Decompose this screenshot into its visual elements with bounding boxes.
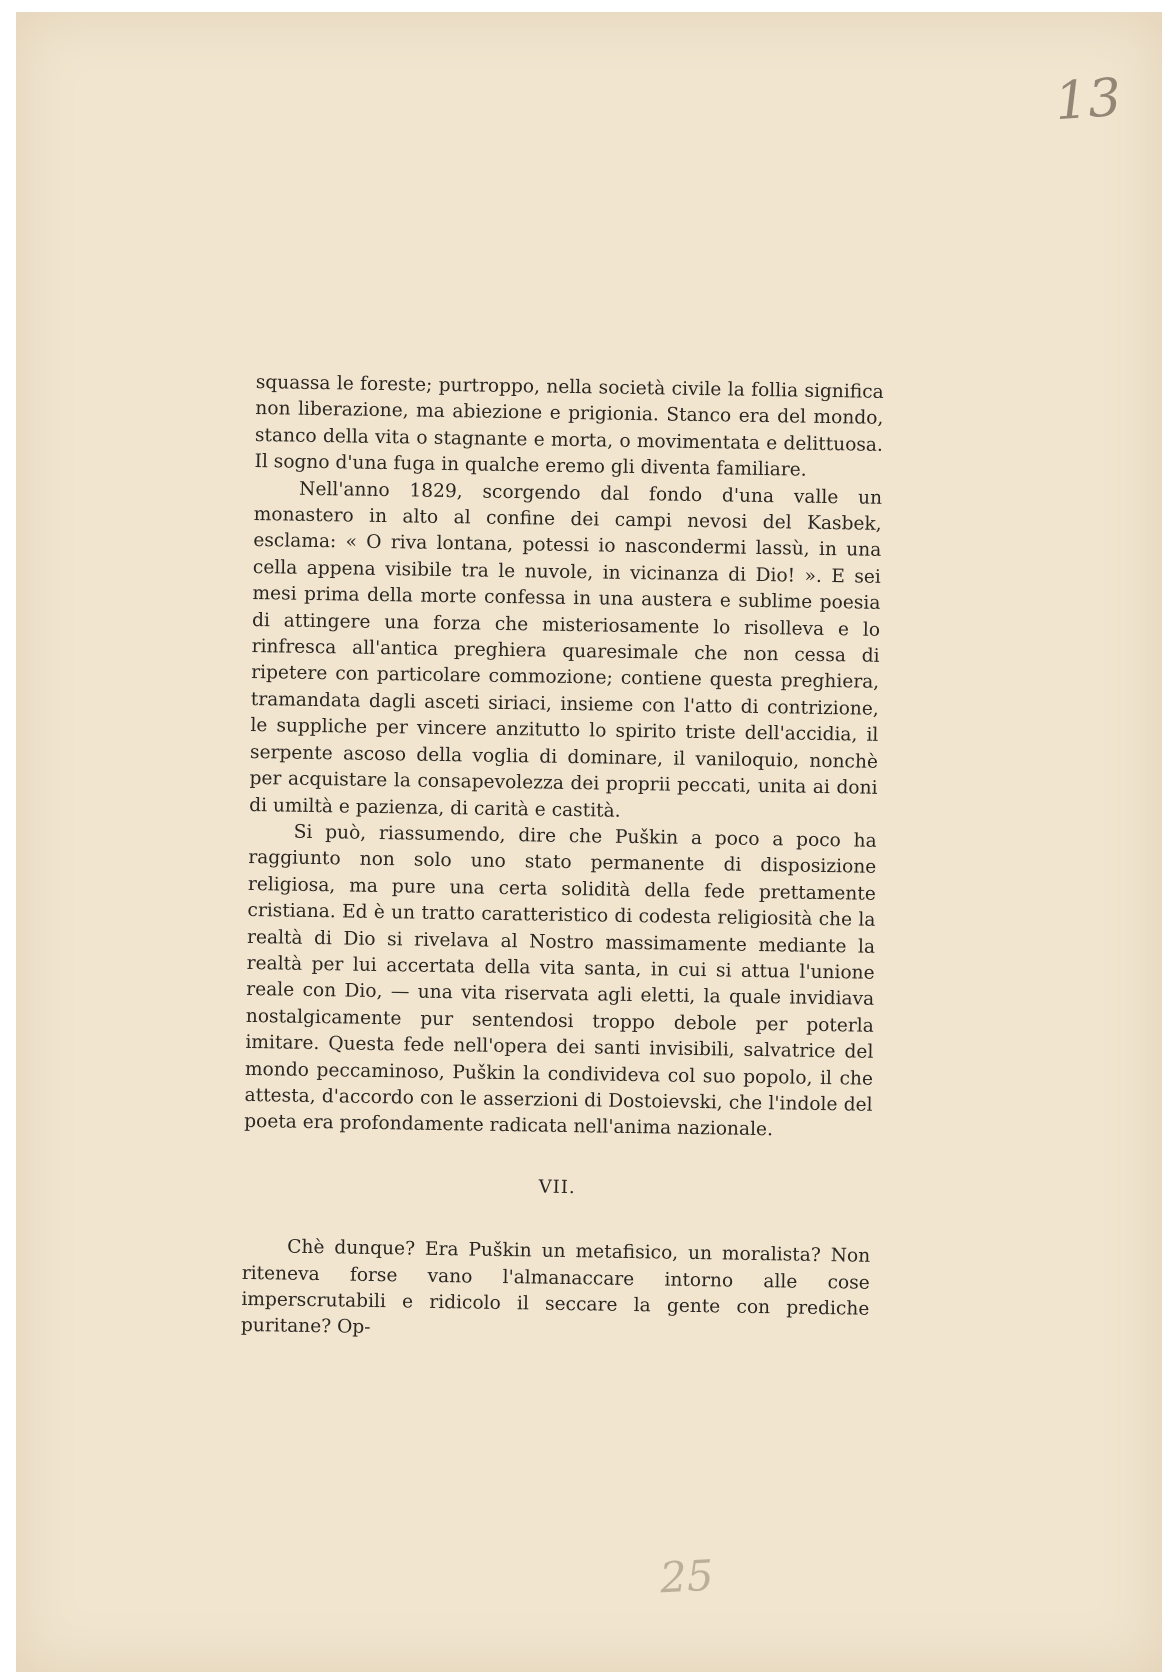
paragraph-4: Chè dunque? Era Puškin un metafisico, un moralista? Non riteneva forse vano l'almanaccare intorno alle cose imperscrutabili e ridicolo il seccare la gente con prediche puritane? Op-: [240, 1236, 871, 1339]
paragraph-2: Nell'anno 1829, scorgendo dal fondo d'una valle un monastero in alto al confine dei campi nevosi del Kasbek, esclama: « O riva lontana, potessi io nascondermi lassù, in una cella appena visibile tra le nuvole, in vicinanza di Dio! ». E sei mesi prima della morte confessa in una austera e sublime poesia di attingere una forza che misteriosamente lo risolleva e lo rinfresca all'antica preghiera quaresimale che non cessa di ripetere con particolare commozione; contiene questa preghiera, tramandata dagli asceti siriaci, insieme con l'atto di contrizione, le suppliche per vincere anzitutto lo spirito triste dell'accidia, il serpente ascoso della voglia di dominare, il vaniloquio, nonchè per acquistare la consapevolezza dei proprii peccati, unita ai doni di umiltà e pazienza, di carità e castità.: [249, 478, 883, 822]
section-heading: VII.: [538, 1176, 576, 1198]
paragraph-3: Si può, riassumendo, dire che Puškin a poco a poco ha raggiunto non solo uno stato permanente di disposizione religiosa, ma pure una certa solidità della fede prettamente cristiana. Ed è un tratto caratteristico di codesta religiosità che la realtà di Dio si rivelava al Nostro massimamente mediante la realtà per lui accertata della vita santa, in cui si attua l'unione reale con Dio, — una vita riservata agli eletti, la quale invidiava nostalgicamente pur sentendosi troppo debole per poterla imitare. Questa fede nell'opera dei santi invisibili, salvatrice del mondo peccaminoso, Puškin la condivideva col suo popolo, il che attesta, d'accordo con le asserzioni di Dostoievski, che l'indole del poeta era profondamente radicata nell'anima nazionale.: [244, 821, 877, 1141]
body-text: [241, 370, 884, 1350]
paragraph-1: squassa le foreste; purtroppo, nella società civile la follia significa non liberazione, ma abiezione e prigionia. Stanco era del mondo, stanco della vita o stagnante e morta, o movimentata e delittuosa. Il sogno d'una fuga in qualche eremo gli diventa familiare.: [254, 371, 884, 481]
handwritten-folio-number: 25: [658, 1550, 715, 1603]
handwritten-page-number: 13: [1052, 67, 1124, 133]
